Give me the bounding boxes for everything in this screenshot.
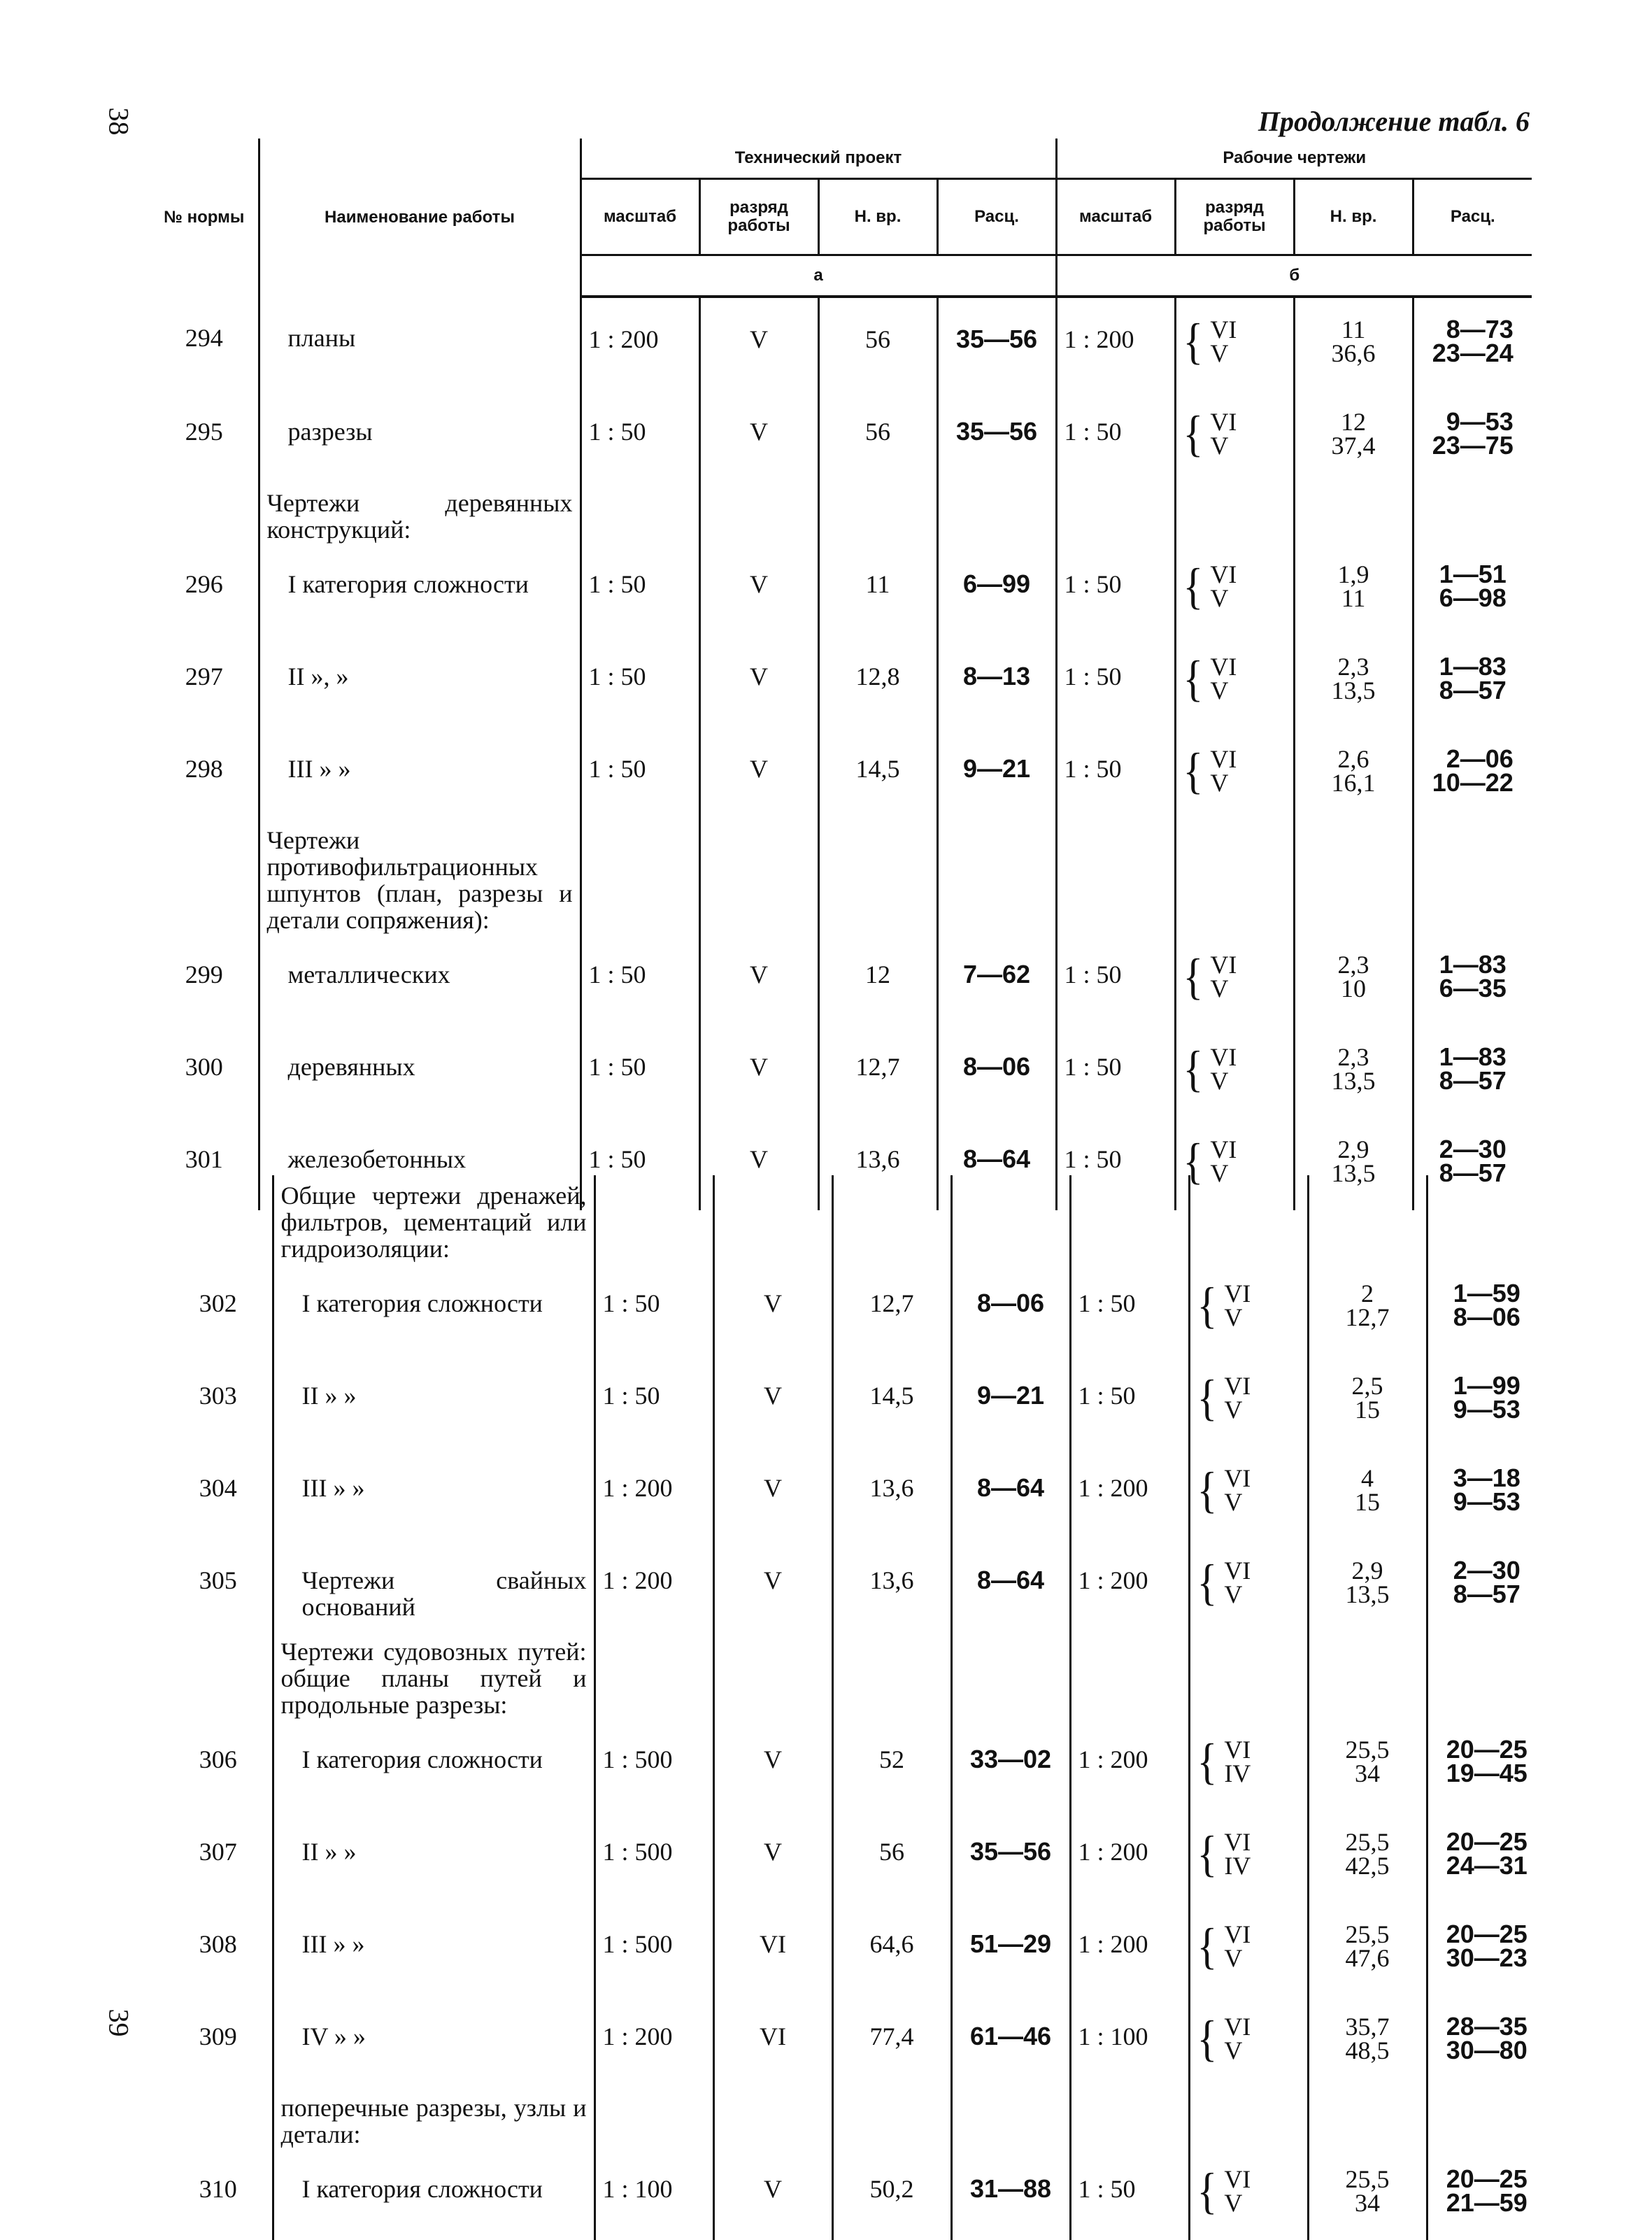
norm-number: 295 — [185, 418, 223, 446]
table-row — [164, 2148, 1546, 2240]
work-name: разрезы — [259, 390, 581, 483]
price-a: 51—29 — [951, 1903, 1070, 1995]
section-title-row — [150, 820, 1532, 933]
table-row — [150, 933, 1532, 1026]
scale-a: 1 : 200 — [594, 1447, 713, 1539]
header-scale-b: масштаб — [1056, 179, 1175, 255]
price-b: 1—99 9—53 — [1427, 1354, 1546, 1447]
grade-a: V — [713, 1262, 832, 1354]
time-b: 2 12,7 — [1308, 1262, 1427, 1354]
scale-a: 1 : 100 — [594, 2148, 713, 2240]
header-working-drawings: Рабочие чертежи — [1056, 139, 1532, 179]
price-a: 6—99 — [937, 543, 1056, 635]
grade-a: V — [713, 2148, 832, 2240]
scale-b: 1 : 200 — [1070, 1447, 1189, 1539]
norm-number: 310 — [199, 2175, 237, 2203]
time-a: 14,5 — [818, 728, 937, 820]
price-b: 3—18 9—53 — [1427, 1447, 1546, 1539]
time-a: 50,2 — [832, 2148, 951, 2240]
time-a: 12,7 — [818, 1026, 937, 1118]
time-b: 2,9 13,5 — [1294, 1118, 1413, 1210]
price-b: 1—83 8—57 — [1413, 635, 1532, 728]
work-name: II », » — [259, 635, 581, 728]
table-row — [164, 1995, 1546, 2087]
grade-a: V — [699, 297, 818, 390]
grade-a: V — [699, 1118, 818, 1210]
work-name: III » » — [273, 1903, 594, 1995]
work-name: I категория сложности — [273, 1718, 594, 1810]
work-name: металлических — [259, 933, 581, 1026]
scale-a: 1 : 500 — [594, 1903, 713, 1995]
scale-b: 1 : 50 — [1056, 933, 1175, 1026]
grade-b: { VI V — [1175, 635, 1294, 728]
table-row — [164, 1539, 1546, 1631]
time-a: 52 — [832, 1718, 951, 1810]
time-b: 12 37,4 — [1294, 390, 1413, 483]
scale-b: 1 : 200 — [1056, 297, 1175, 390]
work-name: III » » — [273, 1447, 594, 1539]
time-b: 2,3 10 — [1294, 933, 1413, 1026]
grade-a: V — [713, 1354, 832, 1447]
brace-icon: { — [1197, 1734, 1218, 1789]
price-a: 35—56 — [937, 297, 1056, 390]
grade-b: { VI V — [1189, 1262, 1308, 1354]
brace-icon: { — [1183, 1041, 1204, 1097]
brace-icon: { — [1197, 2011, 1218, 2067]
table-row — [150, 635, 1532, 728]
brace-icon: { — [1197, 2163, 1218, 2219]
grade-b: { VI V — [1175, 297, 1294, 390]
grade-b: { VI V — [1189, 1995, 1308, 2087]
work-name: II » » — [273, 1810, 594, 1903]
section-title-row — [150, 483, 1532, 543]
price-b: 9—53 23—75 — [1413, 390, 1532, 483]
price-a: 31—88 — [951, 2148, 1070, 2240]
grade-a: V — [713, 1810, 832, 1903]
scale-b: 1 : 200 — [1070, 1718, 1189, 1810]
time-a: 56 — [818, 297, 937, 390]
brace-icon: { — [1183, 313, 1204, 369]
price-a: 35—56 — [951, 1810, 1070, 1903]
time-b: 2,9 13,5 — [1308, 1539, 1427, 1631]
time-b: 11 36,6 — [1294, 297, 1413, 390]
scale-b: 1 : 50 — [1056, 390, 1175, 483]
header-price-b: Расц. — [1413, 179, 1532, 255]
work-name: I категория сложности — [273, 2148, 594, 2240]
price-b: 2—30 8—57 — [1413, 1118, 1532, 1210]
time-a: 56 — [832, 1810, 951, 1903]
header-scale-a: масштаб — [581, 179, 699, 255]
scale-a: 1 : 50 — [581, 1026, 699, 1118]
brace-icon: { — [1183, 558, 1204, 614]
price-a: 8—64 — [951, 1447, 1070, 1539]
price-a: 8—06 — [937, 1026, 1056, 1118]
scale-b: 1 : 50 — [1056, 1118, 1175, 1210]
time-a: 56 — [818, 390, 937, 483]
time-a: 12,8 — [818, 635, 937, 728]
time-a: 13,6 — [818, 1118, 937, 1210]
scale-b: 1 : 50 — [1070, 1354, 1189, 1447]
scale-a: 1 : 200 — [581, 297, 699, 390]
time-a: 13,6 — [832, 1447, 951, 1539]
price-b: 1—51 6—98 — [1413, 543, 1532, 635]
table-row — [164, 1903, 1546, 1995]
time-b: 4 15 — [1308, 1447, 1427, 1539]
time-a: 11 — [818, 543, 937, 635]
norm-number: 297 — [185, 662, 223, 690]
grade-b: { VI V — [1189, 1903, 1308, 1995]
work-name: III » » — [259, 728, 581, 820]
norm-number: 307 — [199, 1838, 237, 1866]
norm-number: 302 — [199, 1289, 237, 1317]
work-name: планы — [259, 297, 581, 390]
table-row — [150, 543, 1532, 635]
time-b: 35,7 48,5 — [1308, 1995, 1427, 2087]
norm-number: 304 — [199, 1474, 237, 1502]
brace-icon: { — [1197, 1554, 1218, 1610]
work-name: деревянных — [259, 1026, 581, 1118]
price-b: 20—25 30—23 — [1427, 1903, 1546, 1995]
grade-b: { VI V — [1189, 1447, 1308, 1539]
price-a: 33—02 — [951, 1718, 1070, 1810]
brace-icon: { — [1197, 1918, 1218, 1974]
time-a: 77,4 — [832, 1995, 951, 2087]
price-b: 2—30 8—57 — [1427, 1539, 1546, 1631]
table-row — [164, 1718, 1546, 1810]
grade-a: V — [699, 933, 818, 1026]
brace-icon: { — [1183, 743, 1204, 799]
grade-b: { VI V — [1175, 933, 1294, 1026]
table-row — [150, 1026, 1532, 1118]
grade-a: VI — [713, 1903, 832, 1995]
grade-a: V — [713, 1718, 832, 1810]
scale-a: 1 : 50 — [581, 635, 699, 728]
grade-b: { VI IV — [1189, 1718, 1308, 1810]
brace-icon: { — [1197, 1277, 1218, 1333]
section-title: поперечные разрезы, узлы и детали: — [273, 2087, 594, 2148]
header-letter-a: а — [581, 255, 1056, 297]
norms-table-bottom — [164, 1175, 1546, 2240]
page-number-bottom: 39 — [103, 2008, 135, 2037]
price-b: 1—83 8—57 — [1413, 1026, 1532, 1118]
brace-icon: { — [1183, 1133, 1204, 1189]
time-b: 1,9 11 — [1294, 543, 1413, 635]
scale-b: 1 : 50 — [1056, 728, 1175, 820]
work-name: I категория сложности — [259, 543, 581, 635]
price-b: 20—25 21—59 — [1427, 2148, 1546, 2240]
table-row — [164, 1447, 1546, 1539]
norm-number: 299 — [185, 960, 223, 988]
table-row — [164, 1354, 1546, 1447]
time-a: 14,5 — [832, 1354, 951, 1447]
time-b: 25,5 47,6 — [1308, 1903, 1427, 1995]
page-number-top: 38 — [103, 107, 135, 136]
grade-a: V — [699, 543, 818, 635]
price-b: 2—06 10—22 — [1413, 728, 1532, 820]
table-row — [150, 390, 1532, 483]
scale-a: 1 : 50 — [594, 1354, 713, 1447]
table-continuation-label: Продолжение табл. 6 — [1258, 106, 1530, 137]
scale-b: 1 : 200 — [1070, 1903, 1189, 1995]
grade-b: { VI V — [1175, 543, 1294, 635]
section-title: Чертежи судовозных путей: общие планы путей и продольные разрезы: — [273, 1631, 594, 1718]
time-a: 64,6 — [832, 1903, 951, 1995]
grade-b: { VI V — [1175, 728, 1294, 820]
scale-a: 1 : 500 — [594, 1810, 713, 1903]
time-b: 2,3 13,5 — [1294, 635, 1413, 728]
grade-b: { VI V — [1175, 1118, 1294, 1210]
work-name: I категория сложности — [273, 1262, 594, 1354]
section-title-row — [164, 1175, 1546, 1262]
price-a: 8—13 — [937, 635, 1056, 728]
section-title-row — [164, 1631, 1546, 1718]
grade-a: V — [699, 1026, 818, 1118]
norm-number: 294 — [185, 324, 223, 352]
table-row — [164, 1810, 1546, 1903]
price-a: 8—64 — [951, 1539, 1070, 1631]
brace-icon: { — [1183, 406, 1204, 462]
header-work-name: Наименование работы — [259, 139, 581, 297]
brace-icon: { — [1197, 1462, 1218, 1518]
price-b: 1—83 6—35 — [1413, 933, 1532, 1026]
scale-a: 1 : 500 — [594, 1718, 713, 1810]
time-a: 13,6 — [832, 1539, 951, 1631]
scale-b: 1 : 50 — [1070, 1262, 1189, 1354]
price-b: 28—35 30—80 — [1427, 1995, 1546, 2087]
grade-b: { VI V — [1189, 1354, 1308, 1447]
scale-b: 1 : 50 — [1056, 635, 1175, 728]
grade-a: V — [699, 390, 818, 483]
scale-a: 1 : 50 — [581, 933, 699, 1026]
header-price-a: Расц. — [937, 179, 1056, 255]
norms-table-top — [150, 139, 1532, 1210]
table-row — [164, 1262, 1546, 1354]
grade-b: { VI IV — [1189, 1810, 1308, 1903]
time-b: 25,5 34 — [1308, 2148, 1427, 2240]
grade-a: V — [713, 1447, 832, 1539]
scale-a: 1 : 200 — [594, 1995, 713, 2087]
header-norm-number: № нормы — [164, 208, 245, 227]
norm-number: 305 — [199, 1566, 237, 1594]
header-letter-b: б — [1056, 255, 1532, 297]
scale-b: 1 : 100 — [1070, 1995, 1189, 2087]
brace-icon: { — [1183, 651, 1204, 707]
header-time-b: Н. вр. — [1294, 179, 1413, 255]
scale-b: 1 : 200 — [1070, 1539, 1189, 1631]
scale-b: 1 : 50 — [1056, 1026, 1175, 1118]
brace-icon: { — [1197, 1370, 1218, 1426]
header-technical-project: Технический проект — [581, 139, 1056, 179]
price-a: 35—56 — [937, 390, 1056, 483]
time-a: 12 — [818, 933, 937, 1026]
header-grade-b: разряд работы — [1175, 179, 1294, 255]
norm-number: 308 — [199, 1930, 237, 1958]
work-name: II » » — [273, 1354, 594, 1447]
grade-b: { VI V — [1175, 1026, 1294, 1118]
brace-icon: { — [1183, 949, 1204, 1005]
norm-number: 296 — [185, 570, 223, 598]
price-a: 9—21 — [951, 1354, 1070, 1447]
scale-a: 1 : 50 — [581, 543, 699, 635]
section-title: Чертежи деревянных конструкций: — [259, 483, 581, 543]
grade-a: VI — [713, 1995, 832, 2087]
work-name: IV » » — [273, 1995, 594, 2087]
scale-b: 1 : 50 — [1070, 2148, 1189, 2240]
norm-number: 309 — [199, 2022, 237, 2050]
price-a: 7—62 — [937, 933, 1056, 1026]
grade-a: V — [699, 728, 818, 820]
price-b: 1—59 8—06 — [1427, 1262, 1546, 1354]
section-title-row — [164, 2087, 1546, 2148]
table-row — [150, 728, 1532, 820]
table-row — [150, 297, 1532, 390]
time-b: 25,5 34 — [1308, 1718, 1427, 1810]
brace-icon: { — [1197, 1826, 1218, 1882]
scale-b: 1 : 200 — [1070, 1810, 1189, 1903]
grade-a: V — [699, 635, 818, 728]
header-grade-a: разряд работы — [699, 179, 818, 255]
norm-number: 301 — [185, 1145, 223, 1173]
time-b: 2,5 15 — [1308, 1354, 1427, 1447]
header-time-a: Н. вр. — [818, 179, 937, 255]
grade-b: { VI V — [1189, 1539, 1308, 1631]
scale-a: 1 : 50 — [594, 1262, 713, 1354]
scale-a: 1 : 50 — [581, 390, 699, 483]
price-a: 9—21 — [937, 728, 1056, 820]
scale-a: 1 : 200 — [594, 1539, 713, 1631]
grade-b: { VI V — [1189, 2148, 1308, 2240]
time-b: 25,5 42,5 — [1308, 1810, 1427, 1903]
section-title: Общие чертежи дренажей, фильтров, цементаций или гидроизоляции: — [273, 1175, 594, 1262]
time-a: 12,7 — [832, 1262, 951, 1354]
scale-a: 1 : 50 — [581, 728, 699, 820]
price-a: 8—06 — [951, 1262, 1070, 1354]
grade-a: V — [713, 1539, 832, 1631]
norm-number: 300 — [185, 1053, 223, 1081]
price-b: 8—73 23—24 — [1413, 297, 1532, 390]
grade-b: { VI V — [1175, 390, 1294, 483]
scale-b: 1 : 50 — [1056, 543, 1175, 635]
norm-number: 298 — [185, 755, 223, 783]
norm-number: 303 — [199, 1382, 237, 1410]
price-a: 61—46 — [951, 1995, 1070, 2087]
section-title: Чертежи противофильтрационных шпунтов (план, разрезы и детали сопряжения): — [259, 820, 581, 933]
norm-number: 306 — [199, 1745, 237, 1773]
price-b: 20—25 19—45 — [1427, 1718, 1546, 1810]
time-b: 2,3 13,5 — [1294, 1026, 1413, 1118]
scale-a: 1 : 50 — [581, 1118, 699, 1210]
work-name: Чертежи свайных оснований — [273, 1539, 594, 1631]
time-b: 2,6 16,1 — [1294, 728, 1413, 820]
price-b: 20—25 24—31 — [1427, 1810, 1546, 1903]
work-name: железобетонных — [259, 1118, 581, 1210]
price-a: 8—64 — [937, 1118, 1056, 1210]
